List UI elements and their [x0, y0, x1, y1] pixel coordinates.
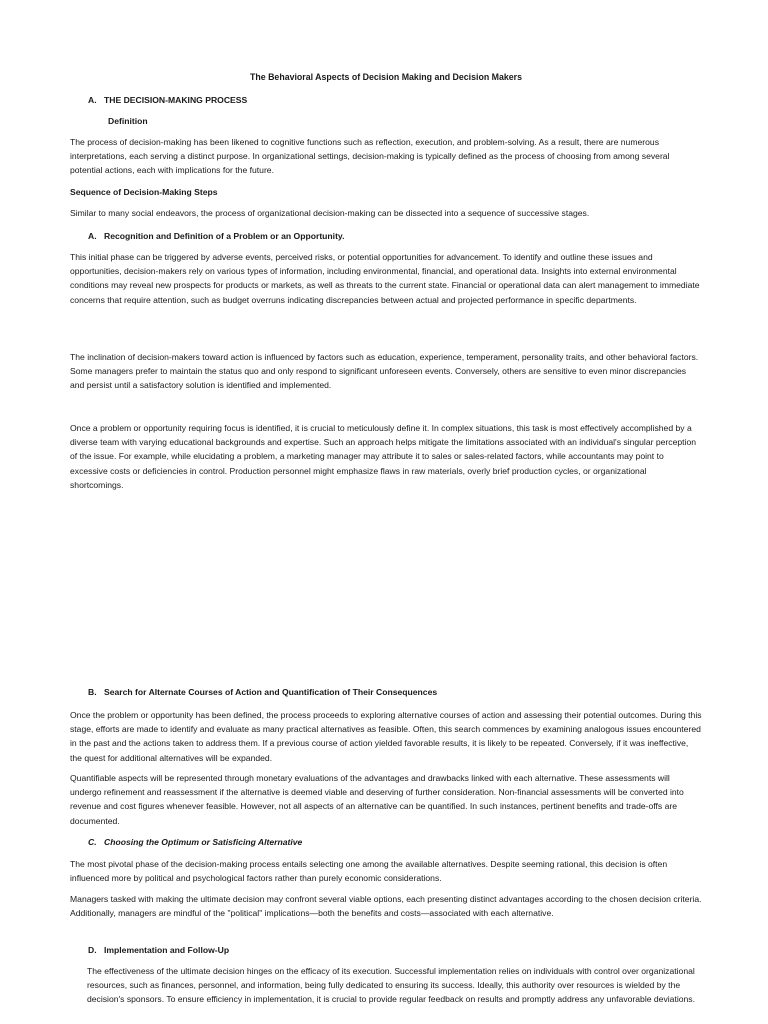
section-a-heading — [88, 93, 247, 107]
step-c-letter: C. — [88, 837, 97, 847]
step-b-paragraph-2: Quantifiable aspects will be represented through monetary evaluations of the advantages and drawbacks linked with each alternative. These assessments will undergo refinement and reassessment if the alternative is deemed viable and deserving of further consideration. Non-financial assessments will be converted into revenue and cost figures whenever feasible. However, not all aspects of an alternative can be quantified. In such instances, pertinent benefits and trade-offs are documented. — [70, 773, 684, 826]
step-d-paragraph: The effectiveness of the ultimate decision hinges on the efficacy of its execution. Successful implementation relies on individuals with control over organizational resources, such as finances, personnel, and information, being fully dedicated to ensuring its success. Ideally, this authority over resources is wielded by the decision's sponsors. To ensure efficiency in implementation, it is crucial to provide regular feedback on results and promptly address any unfavorable deviations. — [87, 966, 695, 1005]
step-b-label: Search for Alternate Courses of Action and Quantification of Their Consequences — [104, 687, 438, 697]
section-a-letter: A. — [88, 95, 97, 105]
step-b-heading — [88, 685, 437, 699]
step-c-paragraph-2: Managers tasked with making the ultimate decision may confront several viable options, each presenting distinct advantages according to the chosen decision criteria. Additionally, managers are mindful of the "political" implications—both the benefits and costs—associated with each alternative. — [70, 894, 702, 919]
step-a-paragraph-1: This initial phase can be triggered by adverse events, perceived risks, or potential opportunities for advancement. To identify and outline these issues and opportunities, decision-makers rely on various types of information, including environmental, financial, and operational data. Insights into external environmental conditions may reveal new prospects for products or markets, as well as threats to the current state. Financial or operational data can alert management to immediate concerns that require attention, such as budget overruns indicating discrepancies between actual and projected performance in specific departments. — [70, 252, 700, 305]
step-a-paragraph-2: The inclination of decision-makers toward action is influenced by factors such as education, experience, temperament, personality traits, and other behavioral factors. Some managers prefer to maintain the status quo and only respond to significant unforeseen events. Conversely, others are sensitive to even minor discrepancies and persist until a satisfactory solution is identified and implemented. — [70, 352, 699, 391]
sequence-heading: Sequence of Decision-Making Steps — [70, 187, 218, 197]
document-title: The Behavioral Aspects of Decision Making and Decision Makers — [250, 72, 522, 82]
definition-heading: Definition — [108, 116, 148, 126]
step-d-letter: D. — [88, 945, 97, 955]
step-a-label: Recognition and Definition of a Problem or an Opportunity. — [104, 231, 345, 241]
step-c-label: Choosing the Optimum or Satisficing Alternative — [104, 837, 303, 847]
step-b-letter: B. — [88, 687, 97, 697]
step-d-label: Implementation and Follow-Up — [104, 945, 230, 955]
step-d-heading — [88, 943, 229, 957]
sequence-paragraph: Similar to many social endeavors, the process of organizational decision-making can be dissected into a sequence of successive stages. — [70, 208, 590, 218]
definition-paragraph: The process of decision-making has been likened to cognitive functions such as reflection, execution, and problem-solving. As a result, there are numerous interpretations, each serving a distinct purpose. In organizational settings, decision-making is typically defined as the process of choosing from among several potential actions, each with implications for the future. — [70, 137, 670, 176]
step-c-heading — [88, 835, 302, 849]
step-a-heading — [88, 229, 344, 243]
step-b-paragraph-1: Once the problem or opportunity has been defined, the process proceeds to exploring alternative courses of action and assessing their potential outcomes. During this stage, efforts are made to identify and evaluate as many practical alternatives as feasible. Often, this search commences by examining analogous issues encountered in the past and the actions taken to address them. If a previous course of action yielded favorable results, it is likely to be repeated. Conversely, if it was ineffective, the quest for additional alternatives will be expanded. — [70, 710, 702, 763]
section-a-label: THE DECISION-MAKING PROCESS — [104, 95, 248, 105]
step-a-paragraph-3: Once a problem or opportunity requiring focus is identified, it is crucial to meticulously define it. In complex situations, this task is most effectively accomplished by a diverse team with varying educational backgrounds and expertise. Such an approach helps mitigate the limitations associated with an individual's singular perception of the issue. For example, while elucidating a problem, a marketing manager may attribute it to sales or sales-related factors, while accountants may point to excessive costs or deficiencies in control. Production personnel might emphasize flaws in raw materials, overly brief production cycles, or organizational shortcomings. — [70, 423, 697, 490]
step-c-paragraph-1: The most pivotal phase of the decision-making process entails selecting one among the available alternatives. Despite seeming rational, this decision is often influenced more by political and psychological factors rather than purely economic considerations. — [70, 859, 668, 884]
step-a-letter: A. — [88, 231, 97, 241]
